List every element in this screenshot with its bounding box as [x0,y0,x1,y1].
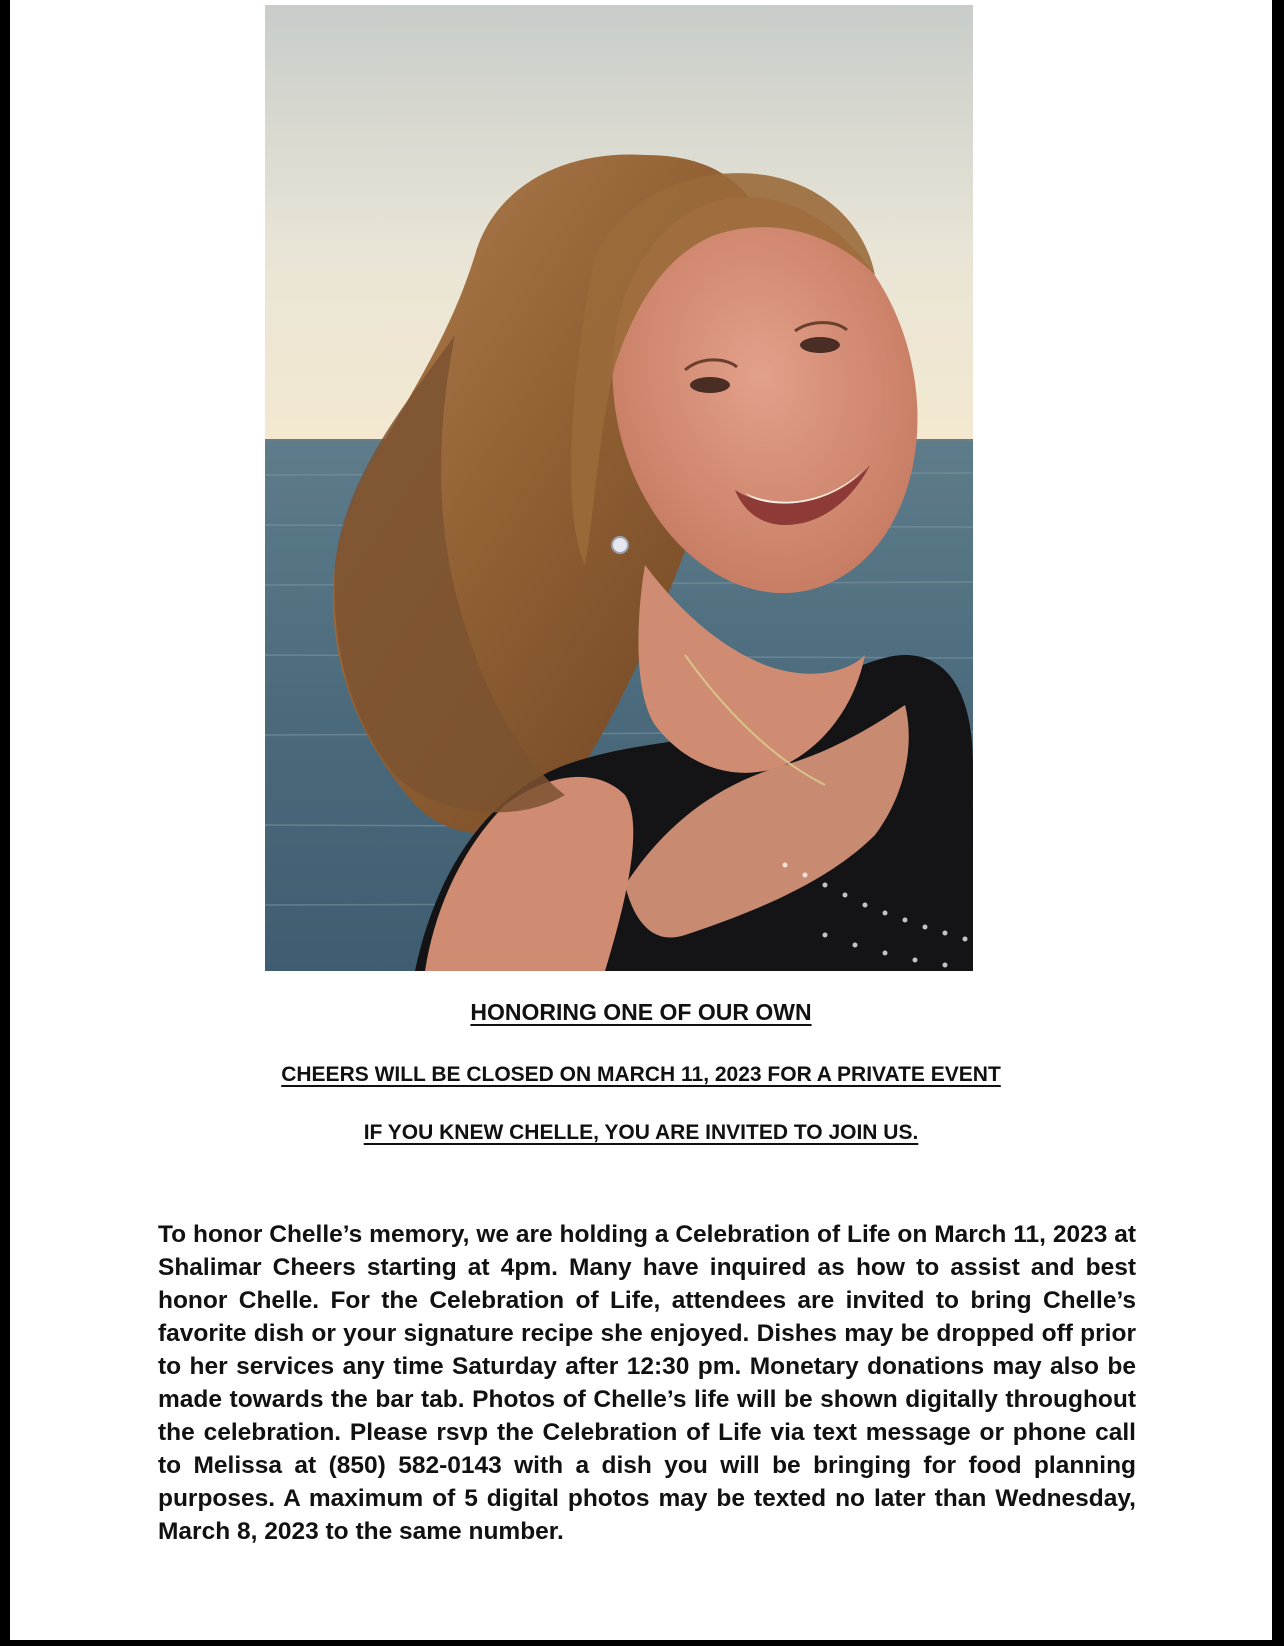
invitation-heading: IF YOU KNEW CHELLE, YOU ARE INVITED TO JOIN US. [363,1121,919,1144]
portrait-photo [265,5,973,971]
closed-notice-heading: CHEERS WILL BE CLOSED ON MARCH 11, 2023 FOR A PRIVATE EVENT [281,1063,1001,1086]
flyer-page [10,0,1272,1640]
celebration-details-paragraph: To honor Chelle’s memory, we are holding a Celebration of Life on March 11, 2023 at Shalimar Cheers starting at 4pm. Many have inquired as how to assist and best honor Chelle. For the Celebration of Life, attendees are invited to bring Chelle’s favorite dish or your signature recipe she enjoyed. Dishes may be dropped off prior to her services any time Saturday after 12:30 pm. Monetary donations may also be made towards the bar tab. Photos of Chelle’s life will be shown digitally throughout the celebration. Please rsvp the Celebration of Life via text message or phone call to Melissa at (850) 582-0143 with a dish you will be bringing for food planning purposes. A maximum of 5 digital photos may be texted no later than Wednesday, March 8, 2023 to the same number. [158,1221,1136,1545]
portrait-photo-icon [265,5,973,971]
honoring-heading: HONORING ONE OF OUR OWN [470,999,812,1025]
